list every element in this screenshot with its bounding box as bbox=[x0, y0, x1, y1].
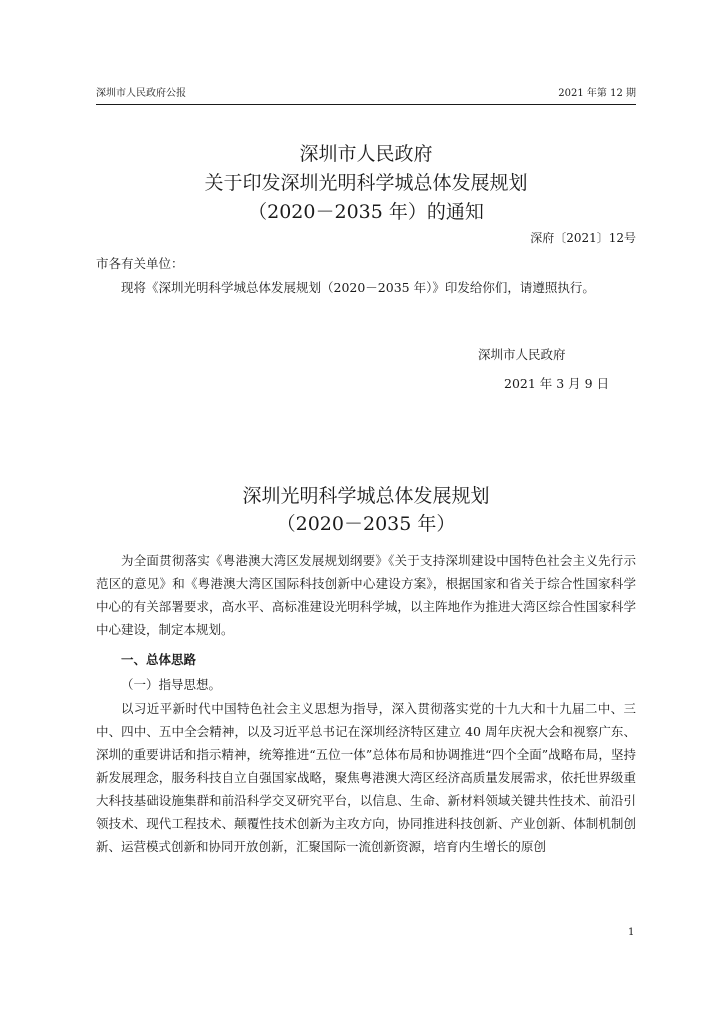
plan-subtitle: （2020－2035 年） bbox=[276, 513, 456, 535]
page-number: 1 bbox=[628, 927, 635, 938]
notice-title-line-1: 深圳市人民政府 bbox=[299, 143, 433, 165]
page-header bbox=[96, 86, 636, 102]
plan-intro-paragraph: 为全面贯彻落实《粤港澳大湾区发展规划纲要》《关于支持深圳建设中国特色社会主义先行示范区的意见》和《粤港澳大湾区国际科技创新中心建设方案》，根据国家和省关于综合性国家科学中心的有关部署要求，高水平、高标准建设光明科学城，以主阵地作为推进大湾区综合性国家科学中心建设，制定本规划。 bbox=[96, 553, 636, 637]
notice-addressee: 市各有关单位： bbox=[96, 256, 184, 271]
notice-title-line-3: （2020－2035 年）的通知 bbox=[248, 201, 484, 223]
header-publication-name: 深圳市人民政府公报 bbox=[96, 88, 186, 99]
signature-date: 2021 年 3 月 9 日 bbox=[504, 376, 610, 391]
signature-organization: 深圳市人民政府 bbox=[478, 347, 566, 362]
notice-title-line-2: 关于印发深圳光明科学城总体发展规划 bbox=[204, 172, 528, 194]
notice-body: 现将《深圳光明科学城总体发展规划（2020－2035 年）》印发给你们，请遵照执行。 bbox=[121, 280, 595, 295]
guiding-ideology-paragraph: 以习近平新时代中国特色社会主义思想为指导，深入贯彻落实党的十九大和十九届二中、三中、四中、五中全会精神，以及习近平总书记在深圳经济特区建立 40 周年庆祝大会和视察广东、深圳的重要讲话和指示精神，统筹推进“五位一体”总体布局和协调推进“四个全面”战略布局，坚持新发展理念，服务科技自立自强国家战略，聚焦粤港澳大湾区经济高质量发展需求，依托世界级重大科技基础设施集群和前沿科学交叉研究平台，以信息、生命、新材料领域关键共性技术、前沿引领技术、现代工程技术、颠覆性技术创新为主攻方向，协同推进科技创新、产业创新、体制机制创新、运营模式创新和协同开放创新，汇聚国际一流创新资源，培育内生增长的原创 bbox=[96, 701, 636, 854]
section-heading: 一、总体思路 bbox=[121, 652, 197, 667]
header-issue-number: 2021 年第 12 期 bbox=[558, 88, 636, 99]
document-number: 深府〔2021〕12号 bbox=[530, 231, 636, 245]
header-divider bbox=[96, 104, 636, 105]
subsection-heading: （一）指导思想。 bbox=[121, 677, 222, 692]
plan-title: 深圳光明科学城总体发展规划 bbox=[242, 485, 490, 507]
